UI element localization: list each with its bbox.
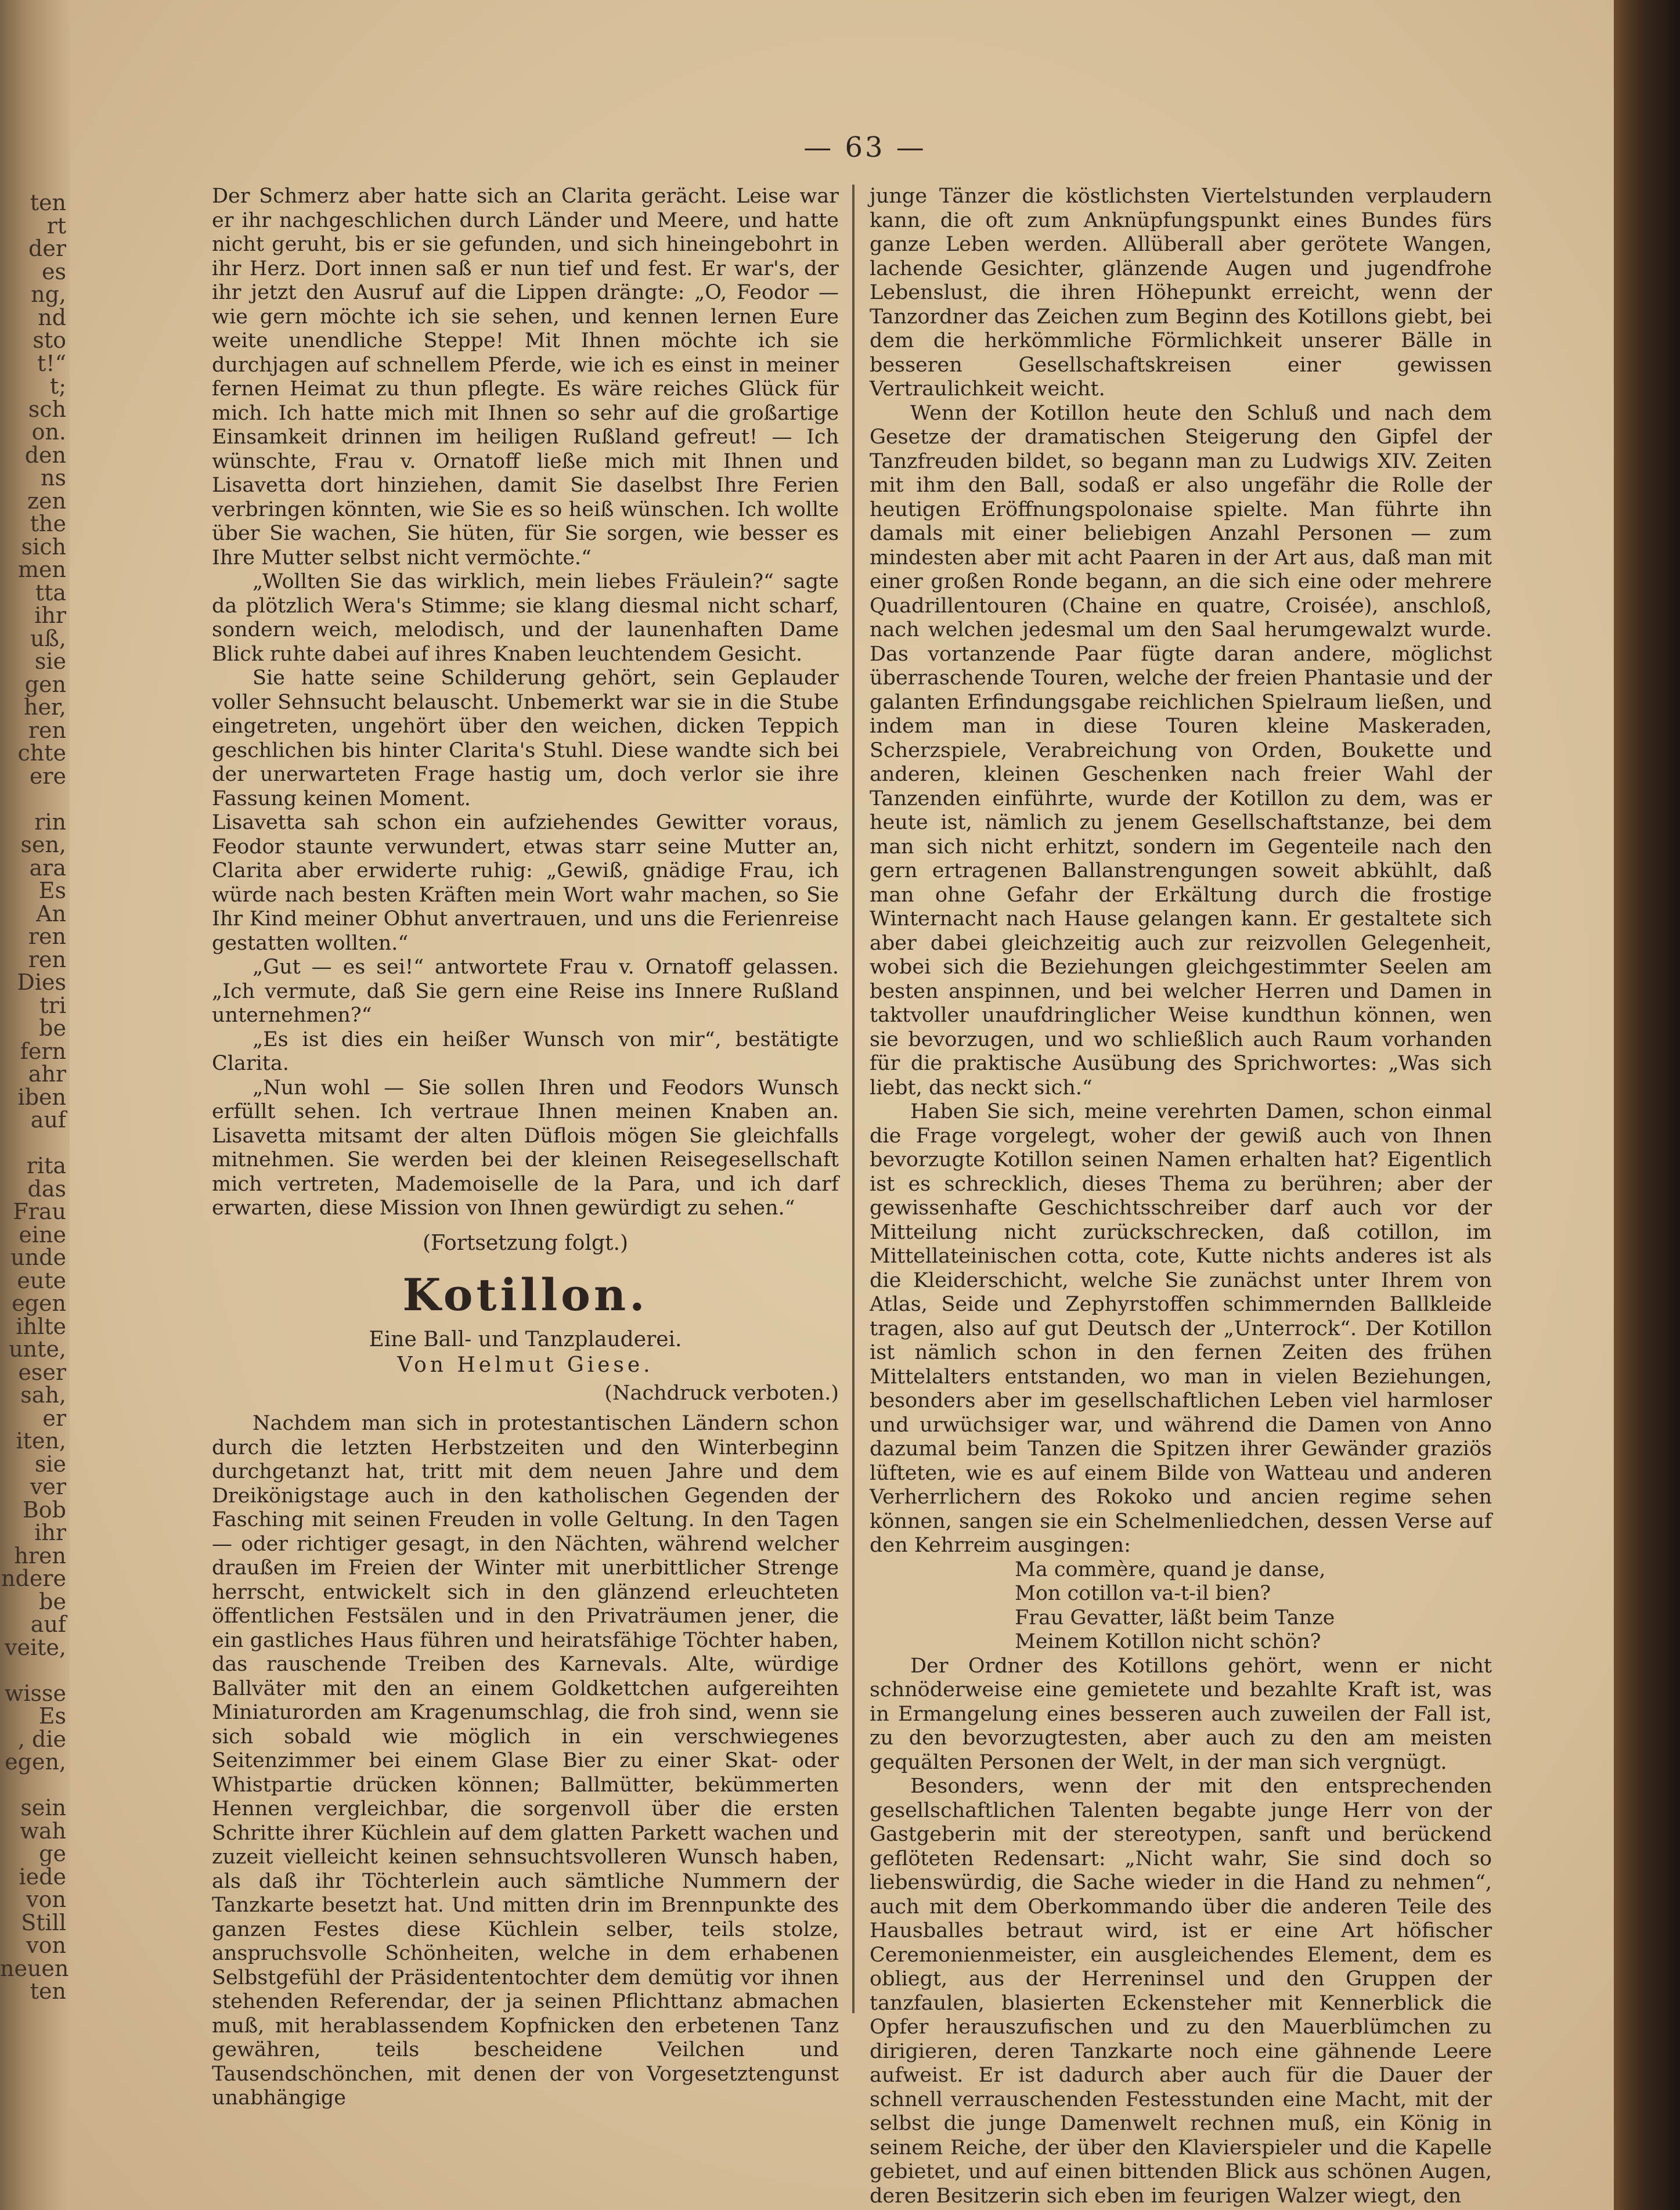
facing-page-fragment: iten,	[16, 1428, 66, 1454]
verse-line: Ma commère, quand je danse,	[1015, 1558, 1326, 1581]
story-paragraph: Der Schmerz aber hatte sich an Clarita gerächt. Leise war er ihr nachgeschlichen durch Länder und Meere, und hatte nicht geruht, bis er sie gefunden, und sich hineingebohrt in ihr Herz. Dort innen saß er nun tief und fest. Er war's, der ihr jetzt den Ausruf auf die Lippen drängte: „O, Feodor — wie gern möchte ich sie sehen, und kennen lernen Eure weite unendliche Steppe! Mit Ihnen möchte ich sie durchjagen auf schnellem Pferde, wie ich es einst in meiner fernen Heimat zu thun pflegte. Es wäre reiches Glück für mich. Ich hatte mich mit Ihnen so sehr auf die großartige Einsamkeit drinnen im heiligen Rußland gefreut! — Ich wünschte, Frau v. Ornatoff ließe mich mit Ihnen und Lisavetta dort hinziehen, damit Sie daselbst Ihre Ferien verbringen könnten, wie Sie es so heiß wünschen. Ich wollte über Sie wachen, Sie hüten, für Sie sorgen, wie besser es Ihre Mutter selbst nicht vermöchte.“	[212, 185, 839, 569]
facing-page-fragment: fern	[20, 1038, 66, 1064]
facing-page-fragment: ren	[28, 946, 66, 972]
facing-page-fragment: unde	[10, 1245, 66, 1270]
facing-page-fragment: ihr	[34, 1520, 66, 1545]
facing-page-fragment: sah,	[20, 1382, 66, 1408]
facing-page-fragment: her,	[23, 694, 66, 720]
facing-page-fragment: egen	[12, 1290, 66, 1316]
article-paragraph: Der Ordner des Kotillons gehört, wenn er nicht schnöderweise eine gemietete und bezahlte Kraft ist, was in Ermangelung eines besseren auch zuweilen der Fall ist, zu den bevorzugtesten, aber auch zu den am meisten gequälten Personen der Welt, in der man sich vergnügt.	[870, 1654, 1492, 1774]
facing-page-fragment: ng,	[31, 282, 66, 307]
facing-page-fragment: sen,	[20, 832, 66, 857]
facing-page-fragment: auf	[30, 1107, 66, 1133]
facing-page-fragment: wisse	[4, 1680, 66, 1706]
facing-page-fragment: auf	[30, 1611, 66, 1637]
facing-page-fragment: Es	[38, 1703, 66, 1729]
facing-page-fragment: sich	[21, 533, 66, 560]
article-byline: Von Helmut Giese.	[397, 1353, 654, 1377]
facing-page-fragment: Bob	[22, 1497, 66, 1523]
column-divider	[852, 185, 855, 2013]
facing-page-fragment: den	[24, 442, 66, 468]
verse-line: Frau Gevatter, läßt beim Tanze	[1015, 1606, 1335, 1629]
facing-page-fragment: gen	[24, 671, 66, 697]
page-number: — 63 —	[803, 131, 926, 164]
article-paragraph: Nachdem man sich in protestantischen Ländern schon durch die letzten Herbstzeiten und den Winterbeginn durchgetanzt hat, tritt mit dem neuen Jahre und dem Dreikönigstage auch in den katholischen Gegenden der Fasching mit seinen Freuden in volle Geltung. In den Tagen — oder richtiger gesagt, in den Nächten, während welcher draußen im Freien der Winter mit unerbittlicher Strenge herrscht, entwickelt sich in den glänzend erleuchteten öffentlichen Festsälen und in den Privaträumen jener, die ein gastliches Haus führen und heiratsfähige Töchter haben, das rauschende Treiben des Karnevals. Alte, würdige Ballväter mit den an einem Goldkettchen aufgereihten Miniaturorden am Kragenumschlag, die froh sind, wenn sie sich sobald wie möglich in ein verschwiegenes Seitenzimmer bei einem Glase Bier zu einer Skat- oder Whistpartie drücken können; Ballmütter, bekümmerten Hennen vergleichbar, die sorgenvoll über die ersten Schritte ihrer Küchlein auf dem glatten Parkett wachen und zuzeit vielleicht keinen sehnsuchtsvolleren Wunsch haben, als daß ihr Töchterlein auch sämtliche Nummern der Tanzkarte besetzt hat. Und mitten drin im Brennpunkte des ganzen Festes diese Küchlein selber, teils stolze, anspruchsvolle Schönheiten, welche in dem erhabenen Selbstgefühl der Präsidententochter dem demütig vor ihnen stehenden Referendar, der ja seinen Pflichttanz abmachen muß, mit herablassendem Kopfnicken den erbetenen Tanz gewähren, teils bescheidene Veilchen und Tausendschönchen, mit denen der von Vorgesetztengunst unabhängige	[212, 1412, 839, 2110]
story-paragraph: „Es ist dies ein heißer Wunsch von mir“, bestätigte Clarita.	[212, 1028, 839, 1075]
facing-page-fragment: egen,	[5, 1749, 66, 1775]
facing-page-fragment: nd	[38, 304, 66, 330]
facing-page-fragment: der	[28, 236, 66, 261]
facing-page-fragment: ihlte	[16, 1313, 66, 1339]
article-paragraph: Wenn der Kotillon heute den Schluß und nach dem Gesetze der dramatischen Steigerung den Gipfel der Tanzfreuden bildet, so begann man zu Ludwigs XIV. Zeiten mit ihm den Ball, sodaß er also ungefähr die Rolle der heutigen Eröffnungspolonaise spielte. Man führte ihn damals mit einer beliebigen Anzahl Personen — zum mindesten aber mit acht Paaren in der Art aus, daß man mit einer großen Ronde begann, an die sich eine oder mehrere Quadrillentouren (Chaine en quatre, Croisée), anschloß, nach welchen jedesmal um den Saal herumgewalzt wurde. Das vortanzende Paar fügte daran andere, möglichst überraschende Touren, welche der freien Phantasie und der galanten Erfindungsgabe reichlichen Spielraum ließen, und indem man in diese Touren kleine Maskeraden, Scherzspiele, Verabreichung von Orden, Boukette und anderen, kleinen Geschenken nach freier Wahl der Tanzenden einführte, wurde der Kotillon zu dem, was er heute ist, nämlich zu jenem Gesellschaftstanze, bei dem man sich nicht erhitzt, sondern im Gegenteile nach den gern ertragenen Ballanstrengungen soweit abkühlt, daß man ohne Gefahr der Erkältung durch die frostige Winternacht nach Hause gelangen kann. Er gestaltete sich aber dabei gleichzeitig auch zur reizvollen Gelegenheit, wobei sich die Beziehungen gleichgestimmter Seelen am besten anspinnen, und bei welcher Herren und Damen in taktvoller unaufdringlicher Weise kundthun können, wen sie bevorzugen, und wo schließlich auch Raum vorhanden für die praktische Ausübung des Sprichwortes: „Was sich liebt, das neckt sich.“	[870, 401, 1492, 1099]
story-paragraph: Lisavetta sah schon ein aufziehendes Gewitter voraus, Feodor staunte verwundert, etwas starr seine Mutter an, Clarita aber erwiderte ruhig: „Gewiß, gnädige Frau, ich würde nach besten Kräften mein Wort wahr machen, so Sie Ihr Kind meiner Obhut anvertrauen, und uns die Ferienreise gestatten wollten.“	[212, 811, 839, 955]
facing-page-fragment: t!“	[37, 350, 66, 376]
facing-page-fragment: on.	[31, 419, 66, 445]
facing-page-fragment: men	[18, 557, 66, 582]
facing-page-fragment: sto	[33, 327, 66, 353]
facing-page-fragment: tri	[39, 992, 66, 1018]
facing-page-fragment: von	[26, 1933, 66, 1958]
verse-block	[870, 1558, 1492, 1654]
facing-page-fragment: das	[27, 1176, 66, 1202]
article-title: Kotillon.	[402, 1269, 648, 1321]
book-edge	[1614, 0, 1680, 2210]
facing-page-fragment: wah	[20, 1818, 66, 1844]
facing-page-fragment: An	[36, 900, 66, 926]
facing-page-fragment: tta	[35, 579, 66, 605]
facing-page-fragment: chte	[17, 740, 66, 766]
facing-page-fragment: sein	[20, 1795, 66, 1820]
facing-page-fragment: ahr	[28, 1061, 66, 1087]
article-left-column	[212, 1412, 839, 2111]
facing-page-fragment: veite,	[5, 1634, 66, 1660]
story-paragraph: „Wollten Sie das wirklich, mein liebes Fräulein?“ sagte da plötzlich Wera's Stimme; sie klang diesmal nicht scharf, sondern weich, melodisch, und der launenhaften Dame Blick ruhte dabei auf ihres Knaben leuchtendem Gesicht.	[212, 570, 839, 666]
facing-page-fragment: eser	[18, 1359, 66, 1385]
facing-page-fragment: rin	[34, 809, 66, 835]
facing-page-fragment: iben	[17, 1084, 66, 1110]
facing-page-fragment: ns	[41, 465, 66, 491]
facing-page-fragment: ren	[28, 717, 66, 743]
facing-page-fragment: rt	[46, 212, 66, 239]
facing-page-fragment: Still	[21, 1909, 66, 1935]
article-subtitle: Eine Ball- und Tanzplauderei.	[369, 1328, 682, 1351]
article-paragraph: Besonders, wenn der mit den entsprechenden gesellschaftlichen Talenten begabte junge Herr von der Gastgeberin mit der stereotypen, sanft und berückend geflöteten Redensart: „Nicht wahr, Sie sind doch so liebenswürdig, die Sache wieder in die Hand zu nehmen“, auch mit dem Oberkommando über die anderen Teile des Hausballes betraut wird, ist er eine Art höfischer Ceremonienmeister, ein ausgleichendes Element, dem es obliegt, aus der Herreninsel und den Gruppen der tanzfaulen, blasierten Eckensteher mit Kennerblick die Opfer herauszufischen und zu den Mauerblümchen zu dirigieren, deren Tanzkarte noch eine gähnende Leere aufweist. Er ist dadurch aber auch für die Dauer der schnell verrauschenden Festesstunden eine Macht, mit der selbst die junge Damenwelt rechnen muß, ein König in seinem Reiche, der über den Klavierspieler und die Kapelle gebietet, und auf einen bittenden Blick aus schönen Augen, deren Besitzerin sich eben im feurigen Walzer wiegt, den	[870, 1775, 1492, 2208]
facing-page-fragment: rita	[26, 1153, 66, 1178]
verse-line: Meinem Kotillon nicht schön?	[1015, 1630, 1321, 1653]
article-paragraph: Haben Sie sich, meine verehrten Damen, schon einmal die Frage vorgelegt, woher der gewiß auch von Ihnen bevorzugte Kotillon seinen Namen erhalten hat? Eigentlich ist es schrecklich, dieses Thema zu berühren; aber der gewissenhafte Geschichtsschreiber darf auch vor der Mitteilung nicht zurückschrecken, daß cotillon, im Mittellateinischen cotta, cote, Kutte nichts anderes ist als die Kleiderschicht, welche Sie zunächst unter Ihrem von Atlas, Seide und Zephyrstoffen schimmernden Ballkleide tragen, also auf gut Deutsch der „Unterrock“. Der Kotillon ist nämlich schon in den fernen Zeiten des frühen Mittelalters entstanden, wo man in vielen Beziehungen, besonders aber im gesellschaftlichen Leben viel harmloser und urwüchsiger war, und während die Damen von Anno dazumal beim Tanzen die Spitzen ihrer Gewänder graziös lüfteten, wie es auf einem Bilde von Watteau und anderen Verherrlichern des Rokoko und ancien regime sehen können, sangen sie ein Schelmenliedchen, dessen Verse auf den Kehrreim ausgingen:	[870, 1100, 1492, 1557]
story-paragraph: Sie hatte seine Schilderung gehört, sein Geplauder voller Sehnsucht belauscht. Unbemerkt war sie in die Stube eingetreten, ungehört über den weichen, dicken Teppich geschlichen bis hinter Clarita's Stuhl. Diese wandte sich bei der unerwarteten Frage hastig um, doch verlor sie ihre Fassung keinen Moment.	[212, 666, 839, 810]
facing-page-fragment: sie	[34, 648, 66, 674]
facing-page-fragment: ren	[28, 924, 66, 949]
facing-page-fragment: hren	[14, 1542, 66, 1569]
facing-page-fragment: ver	[30, 1474, 66, 1499]
facing-page-fragment: iede	[19, 1863, 66, 1890]
verse-line: Mon cotillon va-t-il bien?	[1015, 1582, 1271, 1605]
facing-page-fragment: ihr	[34, 603, 66, 628]
facing-page-fragment: Es	[38, 878, 66, 903]
facing-page-fragment: Frau	[13, 1199, 66, 1224]
facing-page-fragment: the	[30, 511, 66, 536]
facing-page-fragment: be	[39, 1588, 66, 1614]
article-paragraph: junge Tänzer die köstlichsten Viertelstunden verplaudern kann, die oft zum Anknüpfungspunkt eines Bundes fürs ganze Leben werden. Allüberall aber gerötete Wangen, lachende Gesichter, glänzende Augen und jugendfrohe Lebenslust, die ihren Höhepunkt erreicht, wenn der Tanzordner das Zeichen zum Beginn des Kotillons giebt, bei dem die herkömmliche Förmlichkeit unserer Bälle in besseren Gesellschaftskreisen einer gewissen Vertraulichkeit weicht.	[870, 185, 1492, 401]
facing-page-fragment: eine	[19, 1221, 66, 1248]
facing-page-gutter	[0, 0, 70, 2210]
facing-page-fragment: sie	[34, 1451, 66, 1477]
facing-page-fragment: er	[42, 1405, 66, 1431]
facing-page-fragment: eute	[17, 1267, 66, 1293]
facing-page-fragment: ten	[30, 190, 66, 215]
continuation-note: (Fortsetzung folgt.)	[423, 1231, 628, 1255]
facing-page-fragment: zen	[27, 488, 66, 514]
facing-page-fragment: ara	[29, 855, 66, 881]
facing-page-fragment: uß,	[30, 625, 66, 651]
story-paragraph: „Gut — es sei!“ antwortete Frau v. Ornatoff gelassen. „Ich vermute, daß Sie gern eine Reise ins Innere Rußland unternehmen?“	[212, 956, 839, 1027]
facing-page-fragment: unte,	[9, 1336, 66, 1362]
facing-page-fragment: von	[26, 1887, 66, 1912]
facing-page-fragment: ndere	[1, 1566, 66, 1591]
facing-page-fragment: Dies	[17, 969, 66, 995]
serial-story-column	[212, 185, 839, 1255]
reprint-notice: (Nachdruck verboten.)	[604, 1382, 839, 1405]
article-right-column	[870, 185, 1492, 2208]
facing-page-fragment: neuen	[0, 1955, 69, 1981]
facing-page-fragment: sch	[28, 396, 66, 422]
story-paragraph: „Nun wohl — Sie sollen Ihren und Feodors Wunsch erfüllt sehen. Ich vertraue Ihnen meinen Knaben an. Lisavetta mitsamt der alten Düflois mögen Sie gleichfalls mitnehmen. Sie werden bei der kleinen Reisegesellschaft mich vertreten, Mademoiselle de la Para, und ich darf erwarten, diese Mission von Ihnen gewürdigt zu sehen.“	[212, 1076, 839, 1220]
facing-page-fragment: ten	[30, 1978, 66, 2004]
facing-page-fragment: es	[42, 258, 66, 284]
facing-page-fragment: t;	[49, 373, 66, 399]
facing-page-fragment: , die	[17, 1726, 66, 1752]
facing-page-fragment: ge	[39, 1841, 66, 1866]
facing-page-fragment: ere	[29, 763, 66, 789]
article-subheading	[212, 1327, 839, 1378]
facing-page-fragment: be	[39, 1015, 66, 1041]
